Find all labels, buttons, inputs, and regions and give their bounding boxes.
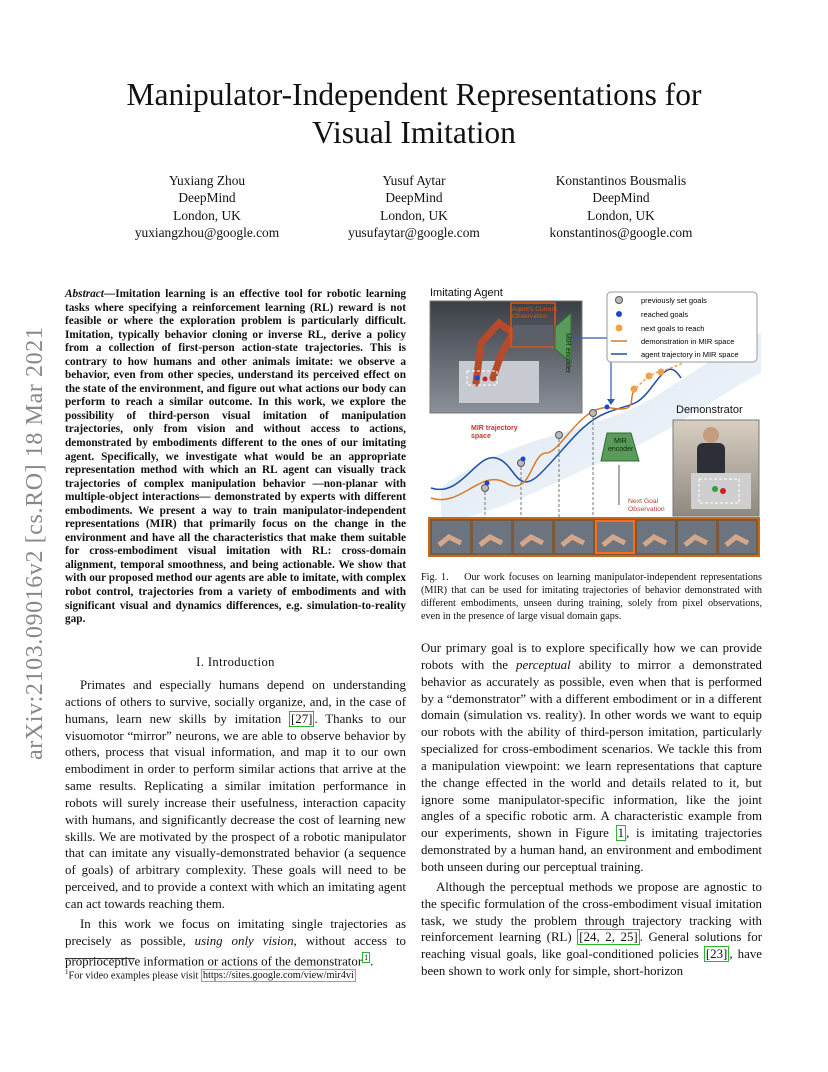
emphasis: perceptual xyxy=(516,657,571,672)
author-location: London, UK xyxy=(173,207,241,223)
left-column-body xyxy=(65,677,406,970)
author-affiliation: DeepMind xyxy=(592,190,650,206)
text-run: Our primary goal is to explore specifically how we can provide robots with the xyxy=(421,641,762,672)
footnote-text: For video examples please visit xyxy=(68,970,201,982)
block-icon xyxy=(712,486,718,492)
current-observation-label: Agent's Current Observation xyxy=(512,306,557,320)
text-run: . Thanks to our visuomotor “mirror” neurons, we are able to observe behavior by others, process that visual information, and map it to our own embodiment in order to perform similar actions that arrive at the same results. Replicating a similar imitation performance in robots will surely increase their usefulness, interaction capacity with humans, and significantly decrease the cost of learning new skills. We are motivated by the prospect of a robotic manipulator that can imitate any visually-demonstrated behavior (a sequence of goals) of arbitrary complexity. These goals will need to be perceived, and to provide a context with which an imitating agent can act towards reaching them. xyxy=(65,711,406,911)
previous-goal-marker xyxy=(556,432,563,439)
text-run: Although the perceptual methods we propose are agnostic to the specific formulation of the cross-embodiment visual imitation task, we study the problem through trajectory tracking with reinforcement learning (RL) xyxy=(421,879,762,945)
next-goal-label: Next Goal Observation xyxy=(628,498,665,513)
text-run: , is imitating trajectories demonstrated by a human hand, an environment and embodiment both unseen during our perceptual training. xyxy=(421,826,762,874)
abstract-lead: Abstract xyxy=(65,288,104,300)
footnote-rule xyxy=(65,958,135,959)
section-heading: I. Introduction xyxy=(196,655,275,669)
figure-1 xyxy=(421,283,762,558)
citation-link[interactable]: [24, 2, 25] xyxy=(579,930,638,945)
paragraph xyxy=(421,640,762,876)
person-head-icon xyxy=(703,427,719,443)
reached-goal-marker xyxy=(485,481,490,486)
figure-link[interactable]: 1 xyxy=(617,826,625,841)
author-location: London, UK xyxy=(380,207,448,223)
previous-goal-marker xyxy=(590,410,597,417)
emphasis: using only vision xyxy=(194,933,294,948)
author-block-3 xyxy=(511,172,731,242)
author-email: konstantinos@google.com xyxy=(549,225,693,241)
mir-encoder-bottom-label: MIR encoder xyxy=(608,438,634,453)
author-name: Yuxiang Zhou xyxy=(168,173,246,188)
paragraph xyxy=(65,916,406,970)
mir-space-label: MIR trajectory space xyxy=(471,425,518,440)
legend-reached-goal-icon xyxy=(616,311,622,317)
legend-label: next goals to reach xyxy=(641,324,705,333)
author-email: yuxiangzhou@google.com xyxy=(134,225,280,241)
block-icon xyxy=(483,377,488,382)
title-line-2: Visual Imitation xyxy=(312,115,516,150)
figure-1-diagram xyxy=(421,283,762,558)
text-run: , without access to proprioceptive information or actions of the demonstrator xyxy=(65,933,406,968)
paper-title xyxy=(60,76,768,152)
footnote xyxy=(65,966,406,982)
legend-previous-goal-icon xyxy=(616,297,623,304)
author-email: yusufaytar@google.com xyxy=(348,225,480,241)
legend-next-goal-icon xyxy=(616,325,623,332)
caption-text: Our work focuses on learning manipulator-independent representations (MIR) that can be used for imitating trajectories of behavior demonstrated with different embodiments, unseen during training, solely from pixel observations, even in the presence of large visual domain gaps. xyxy=(421,572,762,623)
reached-goal-marker xyxy=(521,457,526,462)
author-name: Yusuf Aytar xyxy=(382,173,446,188)
paragraph xyxy=(421,879,762,980)
footnote-link[interactable]: 1 xyxy=(364,952,369,962)
figure-caption xyxy=(421,571,762,623)
next-goal-marker xyxy=(631,386,638,393)
text-run: . General solutions for reaching visual goals, like goal-conditioned policies xyxy=(421,930,763,962)
text-run: , have been shown to work only for simple, short-horizon xyxy=(421,947,762,979)
arxiv-stamp: arXiv:2103.09016v2 [cs.RO] 18 Mar 2021 xyxy=(22,326,48,760)
legend-label: agent trajectory in MIR space xyxy=(641,350,739,359)
block-icon xyxy=(720,488,726,494)
caption-label: Fig. 1. xyxy=(421,572,449,583)
citation-link[interactable]: [23] xyxy=(705,947,728,962)
author-location: London, UK xyxy=(587,207,655,223)
next-goal-marker xyxy=(658,369,665,376)
demonstrator-label: Demonstrator xyxy=(676,404,743,416)
author-affiliation: DeepMind xyxy=(385,190,443,206)
person-body-icon xyxy=(697,443,725,477)
arrow-head-icon xyxy=(607,399,615,405)
next-goal-marker xyxy=(646,373,653,380)
reached-goal-marker xyxy=(605,405,610,410)
text-run: In this work we focus on imitating single trajectories as precisely as possible, xyxy=(65,916,406,948)
footnote-mark: 1 xyxy=(65,968,69,976)
legend-label: reached goals xyxy=(641,310,689,319)
citation-link[interactable]: [27] xyxy=(290,711,313,726)
previous-goal-marker xyxy=(482,485,489,492)
legend-label: demonstration in MIR space xyxy=(641,337,735,346)
author-name: Konstantinos Bousmalis xyxy=(555,173,687,188)
abstract-text: —Imitation learning is an effective tool for robotic learning tasks where specifying a reinforcement learning (RL) reward is not feasible or where the exploration problem is particularly difficult. Imitation, typically behavior cloning or inverse RL, derive a policy from a collection of first-person action-state trajectories. This is contrary to how humans and other animals imitate: we observe a behavior, even from other species, understand its perceived effect on the state of the environment, and figure out what actions our body can perform to reach a similar outcome. In this work, we explore the possibility of third-person visual imitation of manipulation trajectories, only from vision and without access to actions, demonstrated by embodiments different to the ones of our imitating agent. Specifically, we investigate what would be an appropriate representation method with which an RL agent can visually track trajectories of complex manipulation behavior —non-planar with multiple-object interactions— demonstrated by experts with different embodiments. We present a way to train manipulator-independent representations (MIR) that primarily focus on the change in the environment and have all the characteristics that make them suitable for cross-embodiment visual imitation with RL: cross-domain alignment, temporal smoothness, and being actionable. We show that with our proposed method our agents are able to imitate, with complex robot control, trajectories from a variety of embodiments and with significant visual and dynamics differences, e.g. simulation-to-reality gap. xyxy=(65,288,406,626)
video-url-link[interactable]: https://sites.google.com/view/mir4vi xyxy=(202,970,354,982)
paragraph xyxy=(65,677,406,913)
text-run: Primates and especially humans depend on understanding actions of others to survive, socially organize, and, in the case of humans, learn new skills by imitation xyxy=(65,678,406,726)
mir-encoder-top-label: MIR encoder xyxy=(564,333,571,374)
imitating-agent-label: Imitating Agent xyxy=(430,287,503,299)
right-column-body xyxy=(421,640,762,980)
abstract xyxy=(65,288,406,627)
text-run: . xyxy=(370,953,374,968)
author-block-2 xyxy=(304,172,524,242)
title-line-1: Manipulator-Independent Representations for xyxy=(126,77,702,112)
author-affiliation: DeepMind xyxy=(178,190,236,206)
legend-label: previously set goals xyxy=(641,296,707,305)
block-icon xyxy=(475,376,480,381)
author-block-1 xyxy=(97,172,317,242)
current-observation-image xyxy=(513,325,553,345)
text-run: ability to mirror a demonstrated behavior as accurately as possible, even when that is performed by a “demonstrator” with a different embodiment or in a different domain (simulation vs. reality). In other words we want to equip our robots with the ability of third-person imitation, particularly specialized for cross-embodiment scenarios. We tackle this from a manipulation viewpoint: we learn representations that capture the change effected in the world and details related to it, but ignore some manipulator-specific information, like the joint angles of a specific robotic arm. A characteristic example from our experiments, shown in Figure xyxy=(421,657,762,841)
